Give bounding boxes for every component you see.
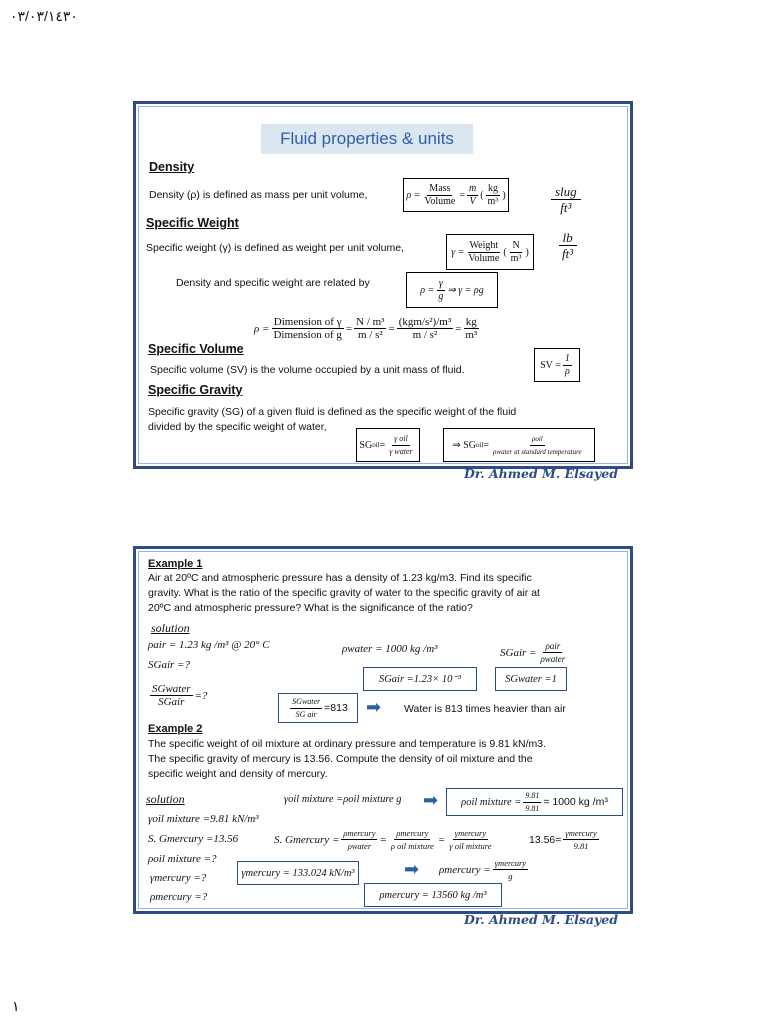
specific-weight-heading: Specific Weight [146,216,239,230]
signature: Dr. Ahmed M. Elsayed [464,912,618,927]
ratio-result-box: $\frac{\text{SGwater}}{\text{SG air}}$ =813 [278,693,358,723]
sg-air-question: SGair =? [148,659,190,671]
example-1-heading: Example 1 [148,558,203,570]
sg-equation-1: SG oil = $\frac{\text{γ oil}}{\text{γ water}}$ [356,428,420,462]
example-2-line-1: The specific weight of oil mixture at ordinary pressure and temperature is 9.81 kN/m3. [148,738,547,750]
rho-mercury-question: ρmercury =? [150,891,208,903]
density-heading: Density [149,160,195,174]
gamma-oil-equation: γoil mixture =ρoil mixture g [284,794,402,805]
sg-mercury-given: S. Gmercury =13.56 [148,833,239,845]
rho-oil-question: ρoil mixture =? [148,853,217,865]
signature: Dr. Ahmed M. Elsayed [464,466,618,481]
example-1-line-3: 20ºC and atmospheric pressure? What is the significance of the ratio? [148,602,473,614]
specific-gravity-heading: Specific Gravity [148,383,243,397]
example-2-line-3: specific weight and density of mercury. [148,768,328,780]
specific-weight-text: Specific weight (γ) is defined as weight per unit volume, [146,242,404,254]
sg-mercury-definition: S. Gmercury = $\frac{\text{ρmercury}}{\text{ρwater}}$ = $\frac{\text{ρmercury}}{\text{ρ oil mixture}}$ = $\frac{\text{γmercury}}{\text{γ oil mixture}}$ [274,828,492,851]
specific-volume-equation: SV = $\frac{1}{\rho}$ [534,348,580,382]
density-imperial-unit: slug ft³ [551,184,581,215]
example-2-heading: Example 2 [148,723,203,735]
right-arrow-icon: ➡ [423,790,439,810]
specific-volume-heading: Specific Volume [148,342,244,356]
sg-air-definition: SGair = $\frac{\text{ρair}}{\text{ρwater}}$ [500,641,566,664]
dimension-equation: ρ = $\frac{\text{Dimension of γ}}{\text{Dimension of g}}$ = $\frac{\text{N / m³}}{\text{m / s²}}$ = $\frac{\text{(kgm/s²)/m³}}{\text{m / s²}}$ = $\frac{kg}{\text{m³}}$ [254,316,478,341]
solution-label-2: solution [146,792,185,806]
gamma-mercury-question: γmercury =? [150,872,207,884]
specific-volume-text: Specific volume (SV) is the volume occupied by a unit mass of fluid. [150,364,465,376]
specific-gravity-text-1: Specific gravity (SG) of a given fluid is defined as the specific weight of the fluid [148,406,517,418]
rho-mercury-definition: ρmercury = $\frac{\text{γmercury}}{g}$ [439,858,527,881]
example-2-line-2: The specific gravity of mercury is 13.56. Compute the density of oil mixture and the [148,753,533,765]
rho-oil-result-box: ρoil mixture = $\frac{9.81}{9.81}$ = 1000 kg /m³ [446,788,623,816]
page-number: ١ [12,998,20,1014]
right-arrow-icon: ➡ [404,859,420,879]
slide-examples [133,546,633,914]
sg-air-result-box: SGair =1.23× 10⁻³ [363,667,477,691]
rho-mercury-result-box: ρmercury = 13560 kg /m³ [364,883,502,907]
example-1-line-1: Air at 20ºC and atmospheric pressure has a density of 1.23 kg/m3. Find its specific [148,572,532,584]
specific-weight-imperial-unit: $\frac{lb}{\text{ft³}}$ [558,230,577,261]
sg-equation-2: ⇒ SG oil = $\frac{\text{ρoil}}{\text{ρwater at standard temperature}}$ [443,428,595,462]
slide-title: Fluid properties & units [261,124,473,154]
sg-mercury-value: 13.56= $\frac{\text{γmercury}}{9.81}$ [529,828,597,851]
right-arrow-icon: ➡ [366,697,382,717]
solution-label-1: solution [151,621,190,635]
page-date: ٠٣/٠٣/١٤٣٠ [10,8,78,24]
relation-text: Density and specific weight are related by [176,277,370,289]
example-1-line-2: gravity. What is the ratio of the specific gravity of water to the specific gravity of air at [148,587,540,599]
gamma-mercury-result-box: γmercury = 133.024 kN/m³ [237,861,359,885]
specific-gravity-text-2: divided by the specific weight of water, [148,421,327,433]
rho-air: ρair = 1.23 kg /m³ @ 20° C [148,639,270,651]
slide-fluid-properties [133,101,633,469]
conclusion-text: Water is 813 times heavier than air [404,703,566,715]
gamma-oil-given: γoil mixture =9.81 kN/m³ [148,813,259,825]
rho-water: ρwater = 1000 kg /m³ [342,643,438,655]
specific-weight-equation: γ = $\frac{\text{Weight}}{\text{Volume}}$ ( $\frac{N}{\text{m³}}$ ) [446,234,534,270]
density-text: Density (ρ) is defined as mass per unit volume, [149,189,368,201]
ratio-question: $\frac{\text{SGwater}}{\text{SGair}}$ =? [152,683,208,708]
sg-water-result-box: SGwater =1 [495,667,567,691]
density-equation: ρ = $\frac{\text{Mass}}{\text{Volume}}$ = $\frac{m}{V}$ ( $\frac{kg}{\text{m³}}$ ) [403,178,509,212]
relation-equation: ρ = $\frac{\gamma}{g}$ ⇒ γ = ρg [406,272,498,308]
